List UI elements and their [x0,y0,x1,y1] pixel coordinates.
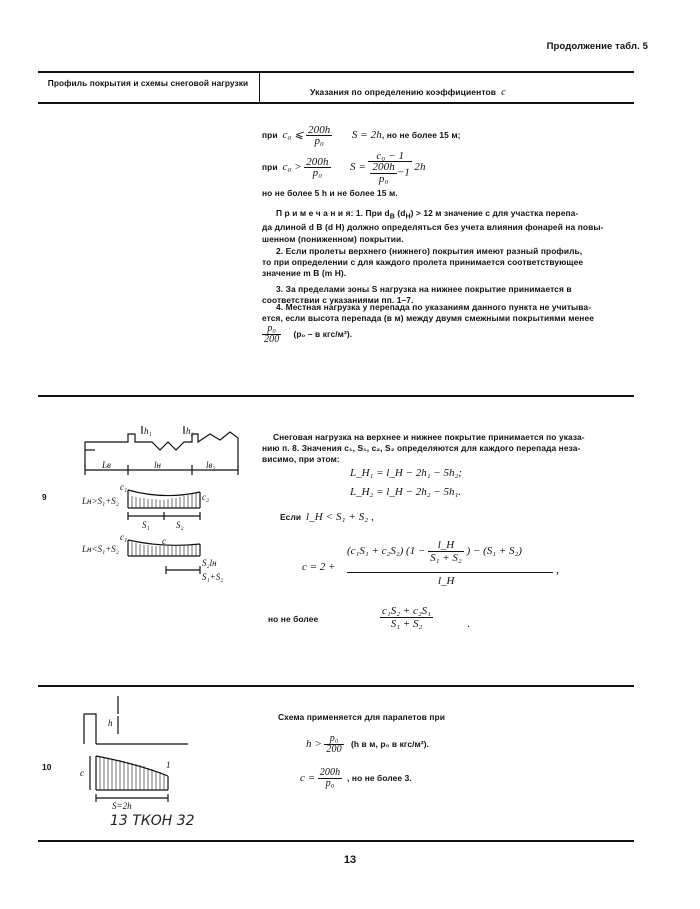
fig-label-h2: h₂ [186,426,194,436]
table-header-rule [38,102,634,104]
row-9-text-line-3: висимо, при этом: [262,454,340,464]
row-9-number: 9 [42,492,47,502]
row-9-text-line-2: нию п. 8. Значения c₁, S₁, c₂, S₂ определяются для каждого перепада неза- [262,443,581,453]
fig10-label-one: 1 [166,760,171,770]
row-9-eq-1: L_Н₁ = l_Н − 2h₁ − 5h₂; [350,467,462,479]
fig-label-frac-den: S₁+S₂ [202,572,224,582]
fig10-label-s: S=2h [112,801,132,811]
fig-label-c2-a: c₂ [202,492,210,502]
row-9-top-rule [38,395,634,397]
row-9-diagram [80,420,250,590]
fig-label-c: c [162,536,166,546]
row-9-c-lhs: c = 2 + [302,561,336,573]
note-2-line-1: 2. Если пролеты верхнего (нижнего) покрытия имеют разный профиль, [276,246,583,256]
row-9-c-denominator: l_Н [438,575,455,587]
note-1-line-3: шенном (пониженном) покрытии. [262,234,404,244]
note-3-line-2: соответствии с указаниями пп. 1–7. [262,295,414,305]
row-9-eq-2: L_Н₂ = l_Н − 2h₂ − 5h₁. [350,486,462,498]
row-10-text-1: Схема применяется для парапетов при [278,712,445,722]
column-header-profile: Профиль покрытия и схемы снеговой нагрузки [47,78,249,88]
row-10-top-rule [38,685,634,687]
note-2-line-2: то при определении c для каждого пролета принимается соответствующее [262,257,584,267]
limit-line: но не более 5 h и не более 15 м. [262,188,398,198]
fig-label-frac-num: S₂lн [202,558,217,568]
fig-label-lv: Lв [102,460,111,470]
note-1-line-2: да длиной d В (d Н) должно определяться без учета влияния фонарей на повы- [262,222,604,232]
row-10-condition: h > $\frac{\text{p₀}}{200}$ (h в м, p₀ в кгс/м²). [306,733,430,756]
row-9-c-fraction-bar [347,572,553,573]
column-header-instructions: Указания по определению коэффициентов c [310,87,506,98]
table-top-rule [38,71,634,73]
row-9-no-more: но не более [268,614,319,624]
fig-label-s2: S₂ [176,520,184,530]
continuation-label: Продолжение табл. 5 [546,41,648,52]
fig10-label-h: h [108,718,113,728]
row-9-nm-frac: $\frac{\text{c₁S₂ + c₂S₁}}{\text{S₁ + S₂}}$ [382,605,431,630]
fig-label-lv2: lв₂ [206,460,216,470]
note-3-line-1: 3. За пределами зоны S нагрузка на нижнее покрытие принимается в [276,284,572,294]
handwritten-mark: 13 ТКОН 32 [110,813,195,829]
row-10-number: 10 [42,762,52,772]
row-9-text-line-1: Снеговая нагрузка на верхнее и нижнее покрытие принимается по указа- [273,432,585,442]
fig-label-s1: S₁ [142,520,150,530]
header-column-divider [259,72,260,102]
condition-line-2: при c₀ > $\frac{200h}{\text{p₀}}$ S = c₀ − 1 $\frac{200h}{\text{p₀}}$ −1 2h [262,150,426,185]
note-4-line-1: 4. Местная нагрузка у перепада по указаниям данного пункта не учитыва- [276,302,592,312]
note-4-line-2: ется, если высота перепада (в м) между двумя смежными покрытиями менее [262,313,594,323]
fig-label-ln: lн [154,460,161,470]
row-10-diagram [78,694,198,814]
row-9-c-comma: , [556,562,559,576]
row-10-c-formula: c = $\frac{200h}{\text{p₀}}$ , но не более 3. [300,767,412,790]
row-9-if: Если l_Н < S₁ + S₂ , [280,511,374,523]
note-4-formula: $\frac{\text{p₀}}{200}$ (p₀ – в кгс/м²). [264,323,353,346]
fig-label-c1-b: c₁ [120,532,128,542]
fig-label-cond1: Lн>S₁+S₂ [82,496,119,506]
fig-label-cond2: Lн<S₁+S₂ [82,544,119,554]
table-bottom-rule [38,840,634,842]
condition-line-1: при c₀ ⩽ $\frac{200h}{\text{p₀}}$ S = 2h, но не более 15 м; [262,124,461,148]
fig10-label-c: c [80,768,84,778]
fig-label-c1-a: c₁ [120,482,128,492]
page-number: 13 [343,854,357,866]
row-9-nm-dot: . [467,618,471,630]
note-1-line-1: П р и м е ч а н и я: 1. При $d_В$ $(d_Н) > 12$ м значение c для участка перепа- [276,208,579,221]
fig-label-h1: h₁ [144,426,152,436]
row-9-c-numerator: (c₁S₁ + c₂S₂) (1 − $\frac{l\_Н}{\text{S₁ + S₂}}$ ) − (S₁ + S₂) [347,539,522,564]
note-2-line-3: значение m В (m Н). [262,268,347,278]
